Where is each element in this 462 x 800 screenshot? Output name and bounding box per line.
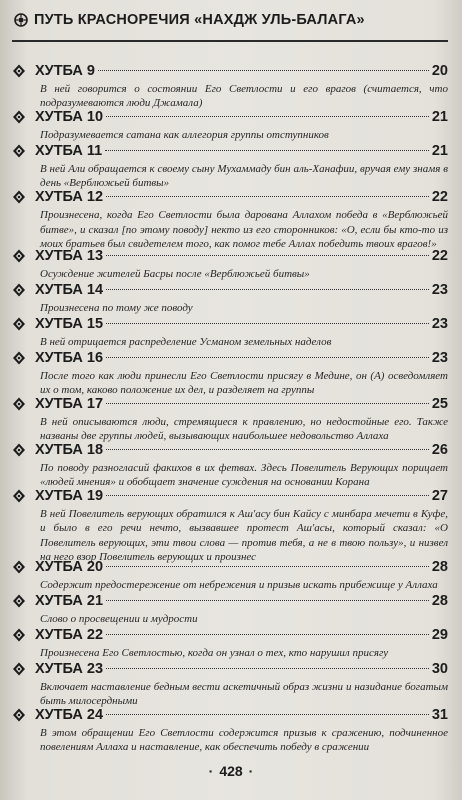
diamond-ornament-icon [12, 110, 26, 124]
diamond-ornament-icon [12, 560, 26, 574]
toc-description: По поводу разногласий факихов в их фетвах. Здесь Повелитель Верующих порицает «людей мнения» и обобщает значение суждения на основании Корана [40, 461, 448, 489]
toc-entry [12, 62, 448, 110]
toc-title: ХУТБА 16 [35, 349, 104, 366]
toc-title-row [12, 395, 448, 413]
toc-title-row [12, 558, 448, 576]
toc-title: ХУТБА 23 [35, 660, 104, 677]
toc-page: 23 [431, 349, 448, 366]
toc-page: 28 [431, 558, 448, 575]
toc-entry [12, 592, 448, 626]
running-header [14, 12, 454, 28]
dot-leader [106, 634, 429, 635]
toc-description: В ней Али обращается к своему сыну Мухаммаду бин аль-Ханафии, вручая ему знамя в день «Верблюжьей битвы» [40, 163, 448, 190]
dot-leader [98, 70, 429, 71]
toc-title: ХУТБА 12 [35, 189, 104, 206]
dot-leader [106, 566, 429, 567]
header-title: ПУТЬ КРАСНОРЕЧИЯ «НАХДЖ УЛЬ-БАЛАГА» [34, 12, 365, 28]
toc-entry [12, 487, 448, 564]
toc-title-row [12, 441, 448, 459]
toc-title-row [12, 592, 448, 610]
toc-page: 23 [431, 281, 448, 298]
toc-entry [12, 441, 448, 489]
toc-entry [12, 349, 448, 397]
diamond-ornament-icon [12, 249, 26, 263]
toc-title: ХУТБА 10 [35, 109, 104, 126]
toc-description: Подразумевается сатана как аллегория группы отступников [40, 129, 329, 142]
footer-dot-icon: · [248, 763, 254, 779]
toc-page: 22 [431, 247, 448, 264]
toc-title: ХУТБА 21 [35, 592, 104, 609]
dot-leader [106, 196, 429, 197]
toc-title: ХУТБА 19 [35, 488, 104, 505]
toc-description: В ней Повелитель верующих обратился к Аш'асу бин Кайсу с минбара мечети в Куфе, и было в его речи нечто, вызвавшее протест Аш'асы, который сказал: «О Повелитель верующих, эти твои слова — против тебя, а не в твою пользу», и низвел на него взор Повелитель верующих и произнес [40, 508, 448, 563]
toc-entry [12, 395, 448, 443]
page-number: 428 [219, 763, 243, 779]
toc-description: Произнесена по тому же поводу [40, 301, 193, 314]
toc-title-row [12, 62, 448, 80]
toc-description: В ней говорится о состоянии Его Светлости и его врагов (считается, что подразумеваются люди Джамала) [40, 83, 448, 110]
dot-leader [106, 600, 429, 601]
diamond-ornament-icon [12, 594, 26, 608]
dot-leader [106, 255, 429, 256]
dot-leader [106, 668, 429, 669]
diamond-ornament-icon [12, 283, 26, 297]
toc-title: ХУТБА 24 [35, 706, 104, 723]
toc-description: После того как люди принесли Его Светлости присягу в Медине, он (А) осведомляет их о том, каково положение их дел, и разделяет на группы [40, 369, 448, 396]
toc-page: 21 [431, 143, 448, 160]
toc-title: ХУТБА 13 [35, 247, 104, 264]
toc-description: Произнесена, когда Его Светлости была дарована Аллахом победа в «Верблюжьей битве», и сказал [по этому поводу] некто из его сторонников: «О, если бы кто-то из моих братьев был свидетелем того, как помог тебе Аллах победить твоих врагов!» [40, 209, 448, 250]
page-footer [0, 763, 462, 779]
diamond-ornament-icon [12, 662, 26, 676]
toc-title-row [12, 706, 448, 724]
toc-entry [12, 706, 448, 754]
toc-description: В ней отрицается распределение Усманом земельных наделов [40, 335, 332, 348]
toc-title-row [12, 142, 448, 160]
diamond-ornament-icon [12, 397, 26, 411]
header-rule [12, 40, 448, 42]
diamond-ornament-icon [12, 190, 26, 204]
ornament-icon [14, 13, 28, 27]
toc-title-row [12, 281, 448, 299]
dot-leader [106, 495, 429, 496]
toc-entry [12, 660, 448, 708]
toc-entry [12, 315, 448, 349]
toc-page: 21 [431, 109, 448, 126]
dot-leader [106, 403, 429, 404]
toc-title: ХУТБА 14 [35, 281, 104, 298]
toc-title: ХУТБА 20 [35, 558, 104, 575]
toc-description: Слово о просвещении и мудрости [40, 612, 198, 625]
diamond-ornament-icon [12, 144, 26, 158]
toc-title-row [12, 247, 448, 265]
dot-leader [105, 150, 429, 151]
toc-page: 27 [431, 488, 448, 505]
toc-title-row [12, 315, 448, 333]
diamond-ornament-icon [12, 317, 26, 331]
toc-page: 29 [431, 626, 448, 643]
toc-page: 25 [431, 395, 448, 412]
footer-dot-icon: · [208, 763, 214, 779]
toc-title-row [12, 188, 448, 206]
dot-leader [106, 323, 429, 324]
diamond-ornament-icon [12, 708, 26, 722]
toc-description: Включает наставление бедным вести аскетичный образ жизни и назидание богатым быть милосердными [40, 680, 448, 707]
toc-title: ХУТБА 11 [35, 143, 103, 160]
toc-title-row [12, 108, 448, 126]
dot-leader [106, 116, 429, 117]
toc-title: ХУТБА 22 [35, 626, 104, 643]
toc-description: В ней описываются люди, стремящиеся к правлению, но недостойные его. Также названы две группы людей, вызывающих наибольшее недовольство Аллаха [40, 415, 448, 442]
toc-title: ХУТБА 15 [35, 315, 104, 332]
toc-title-row [12, 626, 448, 644]
toc-description: В этом обращении Его Светлости содержится призыв к сражению, подчиненное повелениям Аллаха и наставление, как обеспечить победу в сражении [40, 726, 448, 753]
diamond-ornament-icon [12, 628, 26, 642]
toc-title-row [12, 349, 448, 367]
toc-description: Осуждение жителей Басры после «Верблюжьей битвы» [40, 267, 310, 280]
diamond-ornament-icon [12, 351, 26, 365]
toc-entry [12, 188, 448, 251]
dot-leader [106, 357, 429, 358]
toc-title: ХУТБА 9 [35, 63, 95, 79]
toc-entry [12, 281, 448, 315]
diamond-ornament-icon [12, 64, 26, 78]
toc-page: 23 [431, 315, 448, 332]
toc-description: Содержит предостережение от небрежения и призыв искать прибежище у Аллаха [40, 578, 438, 591]
toc-title: ХУТБА 17 [35, 395, 104, 412]
dot-leader [106, 289, 429, 290]
toc-title-row [12, 660, 448, 678]
toc-entry [12, 142, 448, 190]
toc-page: 31 [431, 706, 448, 723]
diamond-ornament-icon [12, 443, 26, 457]
toc-entry [12, 626, 448, 660]
toc-page: 20 [431, 63, 448, 79]
toc-entry [12, 558, 448, 592]
toc-title-row [12, 487, 448, 505]
dot-leader [106, 714, 429, 715]
toc-entry [12, 108, 448, 142]
toc-entry [12, 247, 448, 281]
toc-page: 26 [431, 441, 448, 458]
toc-title: ХУТБА 18 [35, 441, 104, 458]
diamond-ornament-icon [12, 489, 26, 503]
toc-page: 30 [431, 660, 448, 677]
toc-page: 22 [431, 189, 448, 206]
toc-description: Произнесена Его Светлостью, когда он узнал о тех, кто нарушил присягу [40, 646, 389, 659]
toc-page: 28 [431, 592, 448, 609]
dot-leader [106, 449, 429, 450]
